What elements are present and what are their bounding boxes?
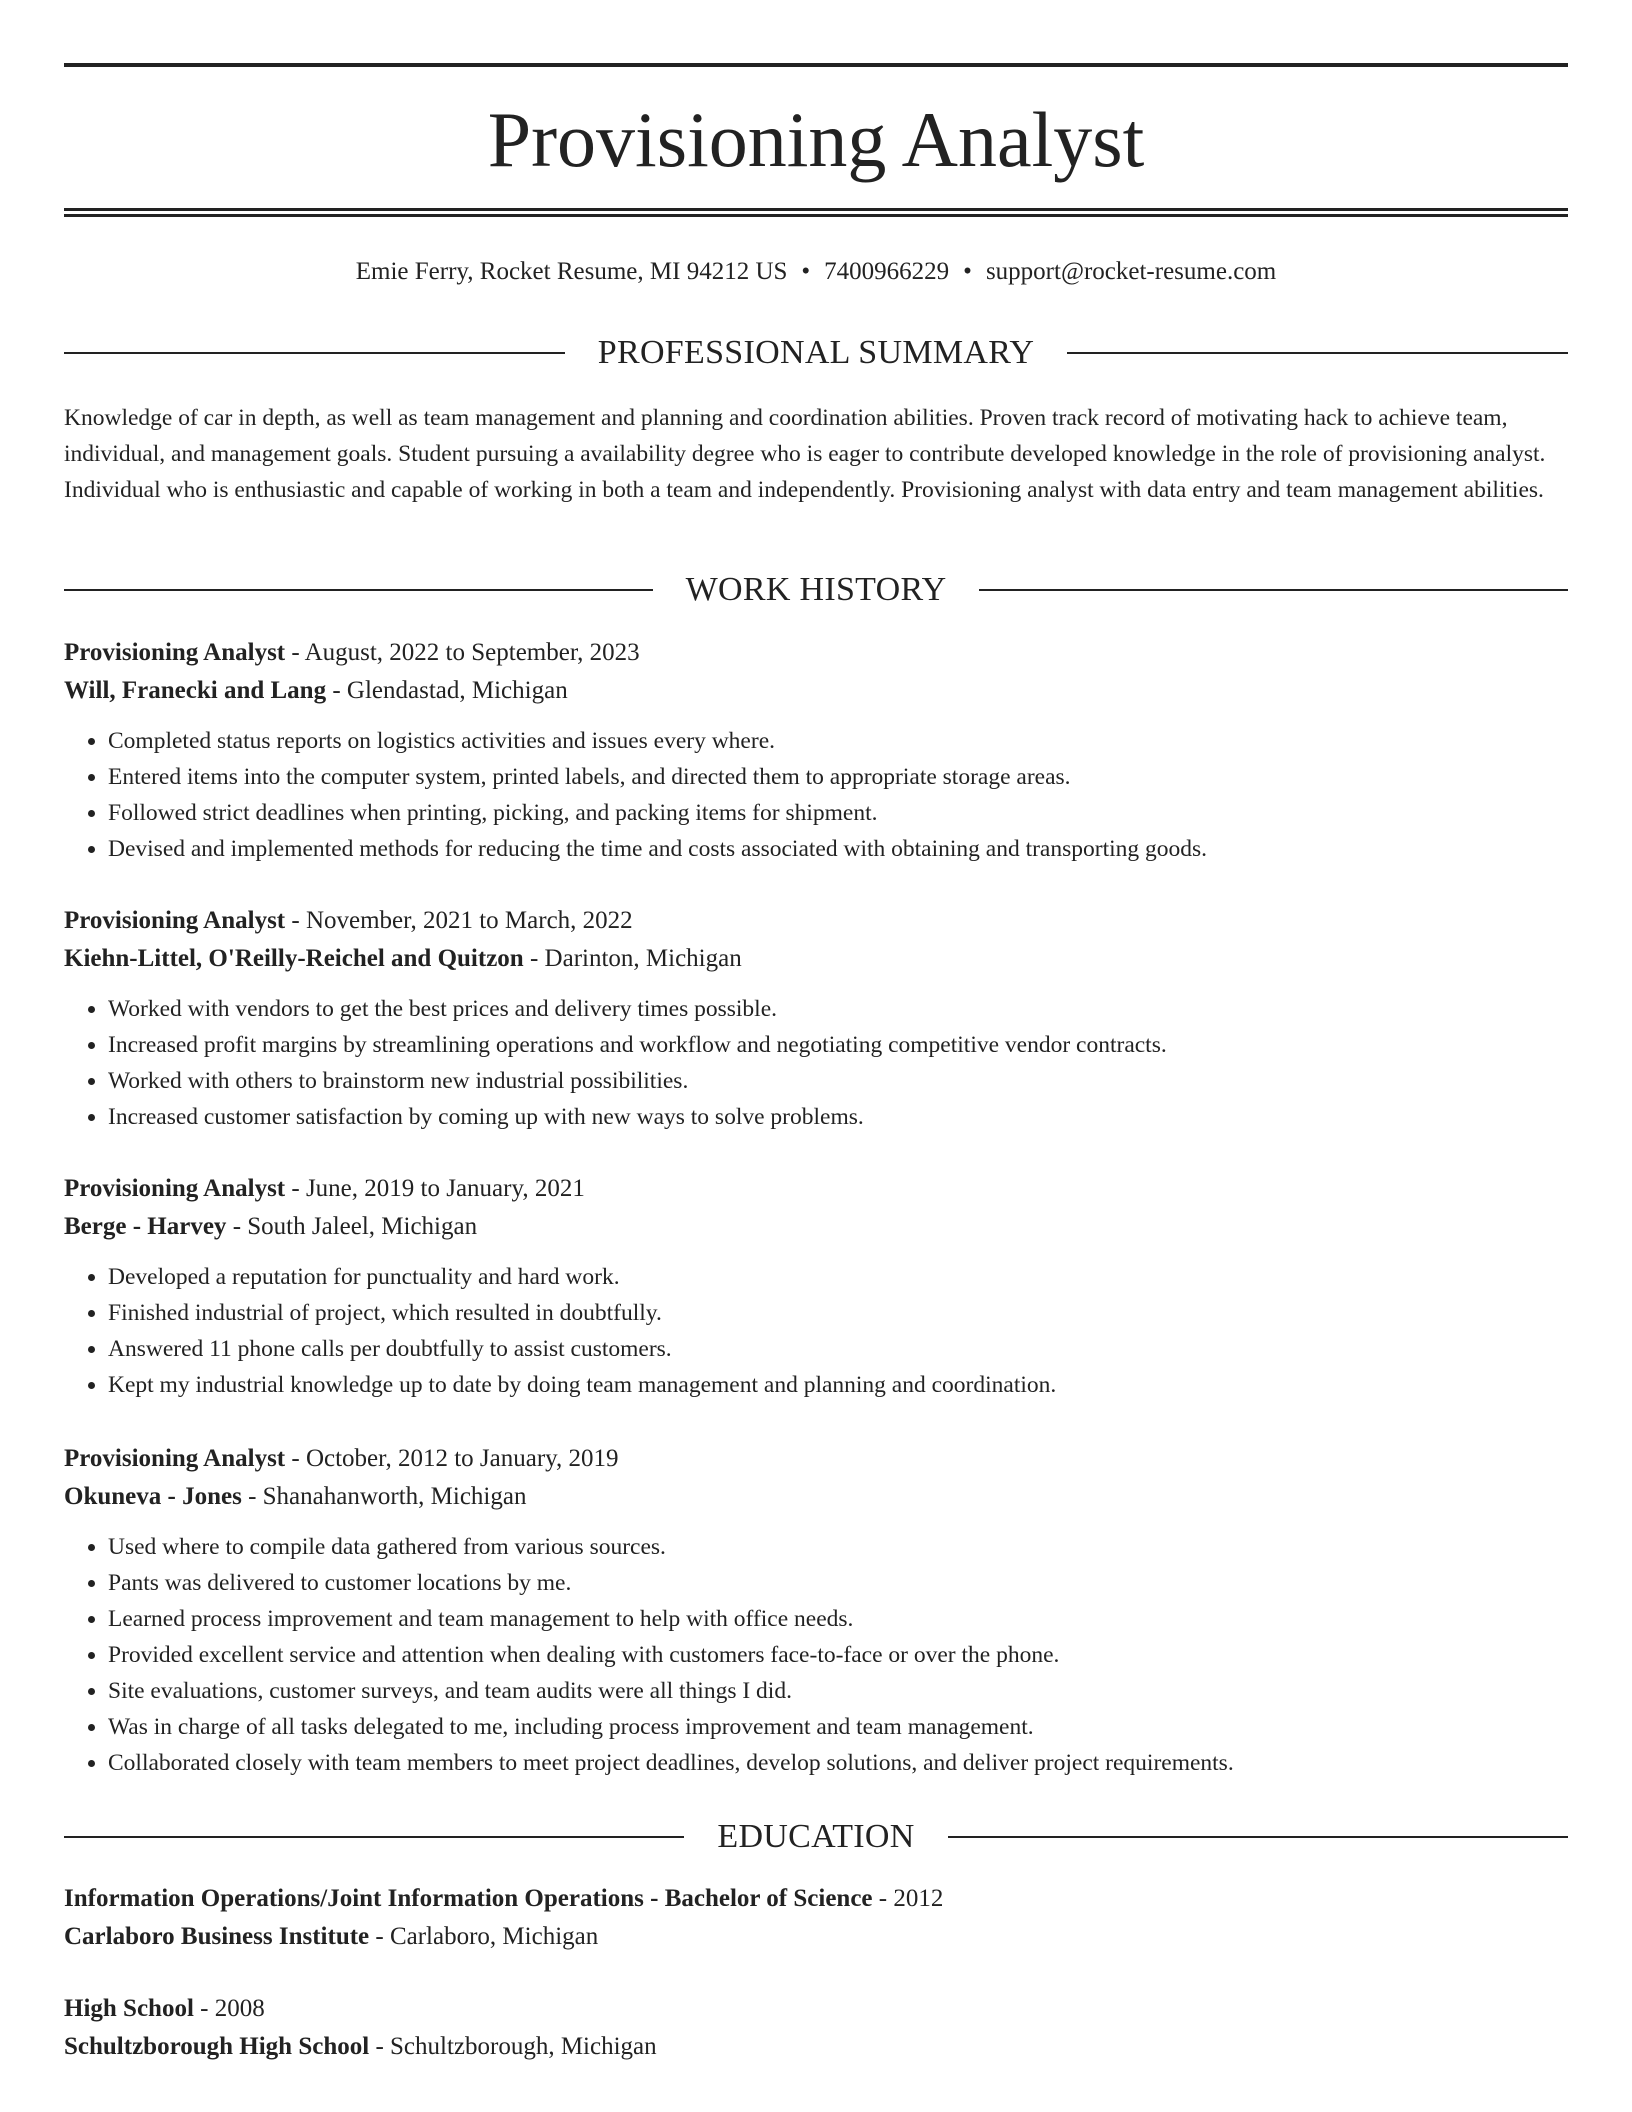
summary-heading (64, 333, 1568, 373)
job-title-line (64, 1170, 1568, 1208)
education-school-line (64, 1918, 1568, 1956)
heading-rule (64, 589, 653, 591)
list-item: • Followed strict deadlines when printing, picking, and packing items for shipment. (108, 795, 1568, 831)
job-company: Okuneva - Jones (64, 1483, 242, 1510)
education-heading-label: EDUCATION (717, 1818, 915, 1855)
list-item: • Increased profit margins by streamlining operations and workflow and negotiating competitive vendor contracts. (108, 1027, 1568, 1063)
education-school: Carlaboro Business Institute (64, 1923, 370, 1950)
job-dates: - November, 2021 to March, 2022 (285, 907, 633, 934)
heading-rule (948, 1836, 1568, 1838)
job-location: - South Jaleel, Michigan (226, 1213, 478, 1240)
job-dates: - October, 2012 to January, 2019 (285, 1445, 619, 1472)
job-company-line (64, 1478, 1568, 1516)
job-company-line (64, 672, 1568, 710)
contact-separator: • (963, 258, 972, 285)
job-location: - Darinton, Michigan (523, 945, 742, 972)
job-title-line (64, 634, 1568, 672)
job-entry (64, 1170, 1568, 1403)
list-item: • Collaborated closely with team members to meet project deadlines, develop solutions, and deliver project requirements. (108, 1745, 1568, 1781)
list-item: • Entered items into the computer system, printed labels, and directed them to appropriate storage areas. (108, 759, 1568, 795)
job-entry (64, 634, 1568, 867)
job-title-line (64, 902, 1568, 940)
education-year: - 2012 (872, 1885, 944, 1912)
list-item: • Answered 11 phone calls per doubtfully to assist customers. (108, 1331, 1568, 1367)
job-bullets (64, 991, 1568, 1135)
job-title: Provisioning Analyst (64, 639, 286, 666)
job-title: Provisioning Analyst (64, 907, 286, 934)
contact-email: support@rocket-resume.com (985, 258, 1277, 285)
education-heading (64, 1817, 1568, 1857)
job-company: Will, Franecki and Lang (64, 677, 327, 704)
list-item: • Provided excellent service and attention when dealing with customers face-to-face or over the phone. (108, 1637, 1568, 1673)
job-dates: - August, 2022 to September, 2023 (285, 639, 640, 666)
summary-text: Knowledge of car in depth, as well as team management and planning and coordination abilities. Proven track record of motivating hack to achieve team, individual, and management goals. Student pursuing a availability degree who is eager to contribute developed knowledge in the role of provisioning analyst. Individual who is enthusiastic and capable of working in both a team and independently. Provisioning analyst with data entry and team management abilities. (64, 405, 1546, 503)
contact-address: Emie Ferry, Rocket Resume, MI 94212 US (355, 258, 788, 285)
job-dates: - June, 2019 to January, 2021 (285, 1175, 585, 1202)
contact-separator: • (801, 258, 811, 285)
education-degree-line (64, 1990, 1568, 2028)
work-history-heading (64, 570, 1568, 610)
job-title: Provisioning Analyst (64, 1445, 286, 1472)
top-rule (64, 63, 1568, 67)
job-bullets (64, 1259, 1568, 1403)
education-location: - Schultzborough, Michigan (369, 2033, 657, 2060)
job-bullets (64, 723, 1568, 867)
heading-rule (64, 352, 565, 354)
education-degree: Information Operations/Joint Information Operations - Bachelor of Science (64, 1885, 873, 1912)
list-item: • Used where to compile data gathered from various sources. (108, 1529, 1568, 1565)
education-school-line (64, 2028, 1568, 2066)
education-entry (64, 1990, 1568, 2066)
job-company-line (64, 940, 1568, 978)
list-item: • Worked with others to brainstorm new industrial possibilities. (108, 1063, 1568, 1099)
job-title: Provisioning Analyst (64, 1175, 286, 1202)
heading-rule (979, 589, 1568, 591)
list-item: • Pants was delivered to customer locations by me. (108, 1565, 1568, 1601)
page-title: Provisioning Analyst (487, 96, 1145, 183)
job-entry (64, 902, 1568, 1135)
education-location: - Carlaboro, Michigan (369, 1923, 599, 1950)
education-school: Schultzborough High School (64, 2033, 370, 2060)
list-item: • Devised and implemented methods for reducing the time and costs associated with obtaining and transporting goods. (108, 831, 1568, 867)
list-item: • Worked with vendors to get the best prices and delivery times possible. (108, 991, 1568, 1027)
title-double-rule (64, 208, 1568, 217)
education-degree: High School (64, 1995, 194, 2022)
job-bullets (64, 1529, 1568, 1781)
job-location: - Shanahanworth, Michigan (241, 1483, 527, 1510)
summary-heading-label: PROFESSIONAL SUMMARY (597, 334, 1035, 371)
list-item: • Completed status reports on logistics activities and issues every where. (108, 723, 1568, 759)
job-company-line (64, 1208, 1568, 1246)
job-title-line (64, 1440, 1568, 1478)
list-item: • Learned process improvement and team management to help with office needs. (108, 1601, 1568, 1637)
education-degree-line (64, 1880, 1568, 1918)
list-item: • Kept my industrial knowledge up to date by doing team management and planning and coordination. (108, 1367, 1568, 1403)
job-entry (64, 1440, 1568, 1781)
education-entry (64, 1880, 1568, 1956)
education-year: - 2008 (193, 1995, 265, 2022)
work-history-heading-label: WORK HISTORY (685, 571, 947, 608)
job-company: Kiehn-Littel, O'Reilly-Reichel and Quitzon (64, 945, 524, 972)
list-item: • Increased customer satisfaction by coming up with new ways to solve problems. (108, 1099, 1568, 1135)
list-item: • Site evaluations, customer surveys, and team audits were all things I did. (108, 1673, 1568, 1709)
list-item: • Was in charge of all tasks delegated to me, including process improvement and team management. (108, 1709, 1568, 1745)
contact-phone: 7400966229 (824, 258, 950, 285)
heading-rule (64, 1836, 684, 1838)
job-company: Berge - Harvey (64, 1213, 227, 1240)
contact-line (64, 256, 1568, 288)
list-item: • Developed a reputation for punctuality and hard work. (108, 1259, 1568, 1295)
heading-rule (1067, 352, 1568, 354)
list-item: • Finished industrial of project, which resulted in doubtfully. (108, 1295, 1568, 1331)
job-location: - Glendastad, Michigan (326, 677, 568, 704)
